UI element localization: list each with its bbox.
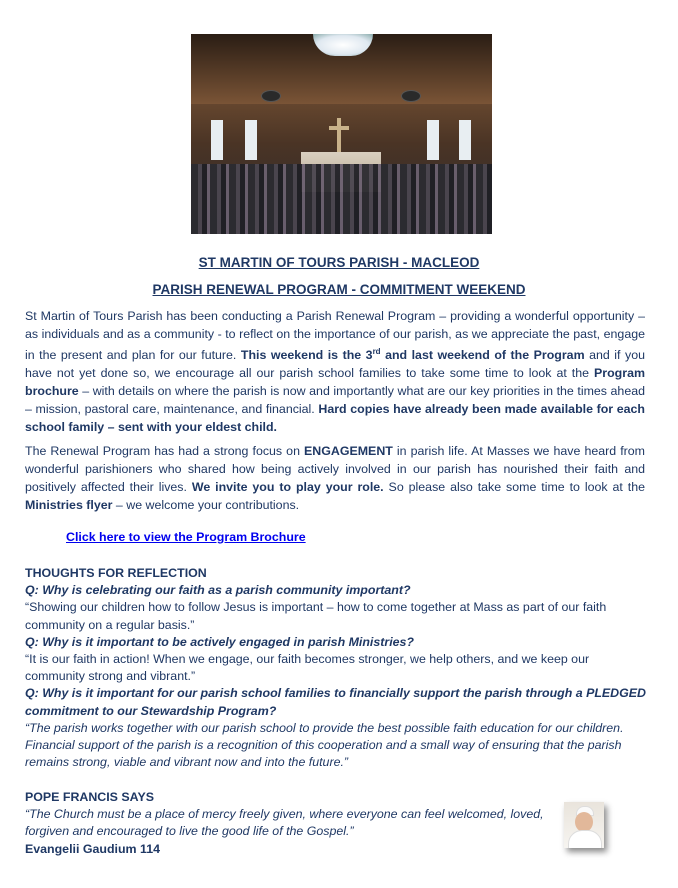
church-interior-photo	[191, 34, 492, 234]
reflection-title: THOUGHTS FOR REFLECTION	[25, 566, 207, 580]
pope-francis-photo	[564, 802, 604, 848]
reflection-section	[25, 565, 650, 771]
engagement-paragraph: The Renewal Program has had a strong focus on ENGAGEMENT in parish life. At Masses we have heard from wonderful parishioners who shared how being actively involved in our parish has nourished their faith and positively affected their lives. We invite you to play your role. So please also take some time to look at the Ministries flyer – we welcome your contributions.	[25, 444, 645, 512]
window	[459, 120, 471, 160]
window	[245, 120, 257, 160]
pope-section	[25, 789, 545, 858]
window	[427, 120, 439, 160]
pope-title: POPE FRANCIS SAYS	[25, 790, 154, 804]
pope-quote: “The Church must be a place of mercy freely given, where everyone can feel welcomed, loved, forgiven and encouraged to live the good life of the Gospel.”	[25, 807, 544, 839]
face	[575, 812, 593, 832]
answer-3: “The parish works together with our parish school to provide the best possible faith education for our children. Financial support of the parish is a recognition of this cooperation and a small way of ensuring that the parish remains strong, viable and vibrant now and into the future.”	[25, 720, 624, 770]
pope-source: Evangelii Gaudium 114	[25, 841, 160, 856]
pendant-lamp	[401, 90, 421, 102]
window	[211, 120, 223, 160]
answer-2: “It is our faith in action! When we engage, our faith becomes stronger, we help others, and we keep our community strong and vibrant.”	[25, 652, 590, 684]
page-subtitle: PARISH RENEWAL PROGRAM - COMMITMENT WEEKEND	[152, 282, 526, 297]
page-title: ST MARTIN OF TOURS PARISH - MACLEOD	[198, 255, 480, 270]
cross-bar	[329, 126, 349, 130]
question-1: Q: Why is celebrating our faith as a parish community important?	[25, 583, 411, 598]
pendant-lamp	[261, 90, 281, 102]
cross	[337, 118, 341, 154]
question-2: Q: Why is it important to be actively engaged in parish Ministries?	[25, 634, 414, 649]
answer-1: “Showing our children how to follow Jesus is important – how to come together at Mass as part of our faith community on a regular basis.”	[25, 600, 607, 632]
question-3: Q: Why is it important for our parish school families to financially support the parish through a PLEDGED commitment to our Stewardship Program?	[25, 686, 646, 718]
program-brochure-link[interactable]: Click here to view the Program Brochure	[66, 530, 306, 544]
intro-paragraph: St Martin of Tours Parish has been conducting a Parish Renewal Program – providing a wonderful opportunity – as individuals and as a community - to reflect on the importance of our parish, as we appreciate the past, engage in the present and plan for our future. This weekend is the 3rd and last weekend of the Program and if you have not yet done so, we encourage all our parish school families to take some time to look at the Program brochure – with details on where the parish is now and importantly what are our key priorities in the times ahead – mission, pastoral care, maintenance, and financial. Hard copies have already been made available for each school family – sent with your eldest child.	[25, 309, 646, 435]
congregation	[191, 164, 492, 234]
robe	[568, 830, 602, 848]
